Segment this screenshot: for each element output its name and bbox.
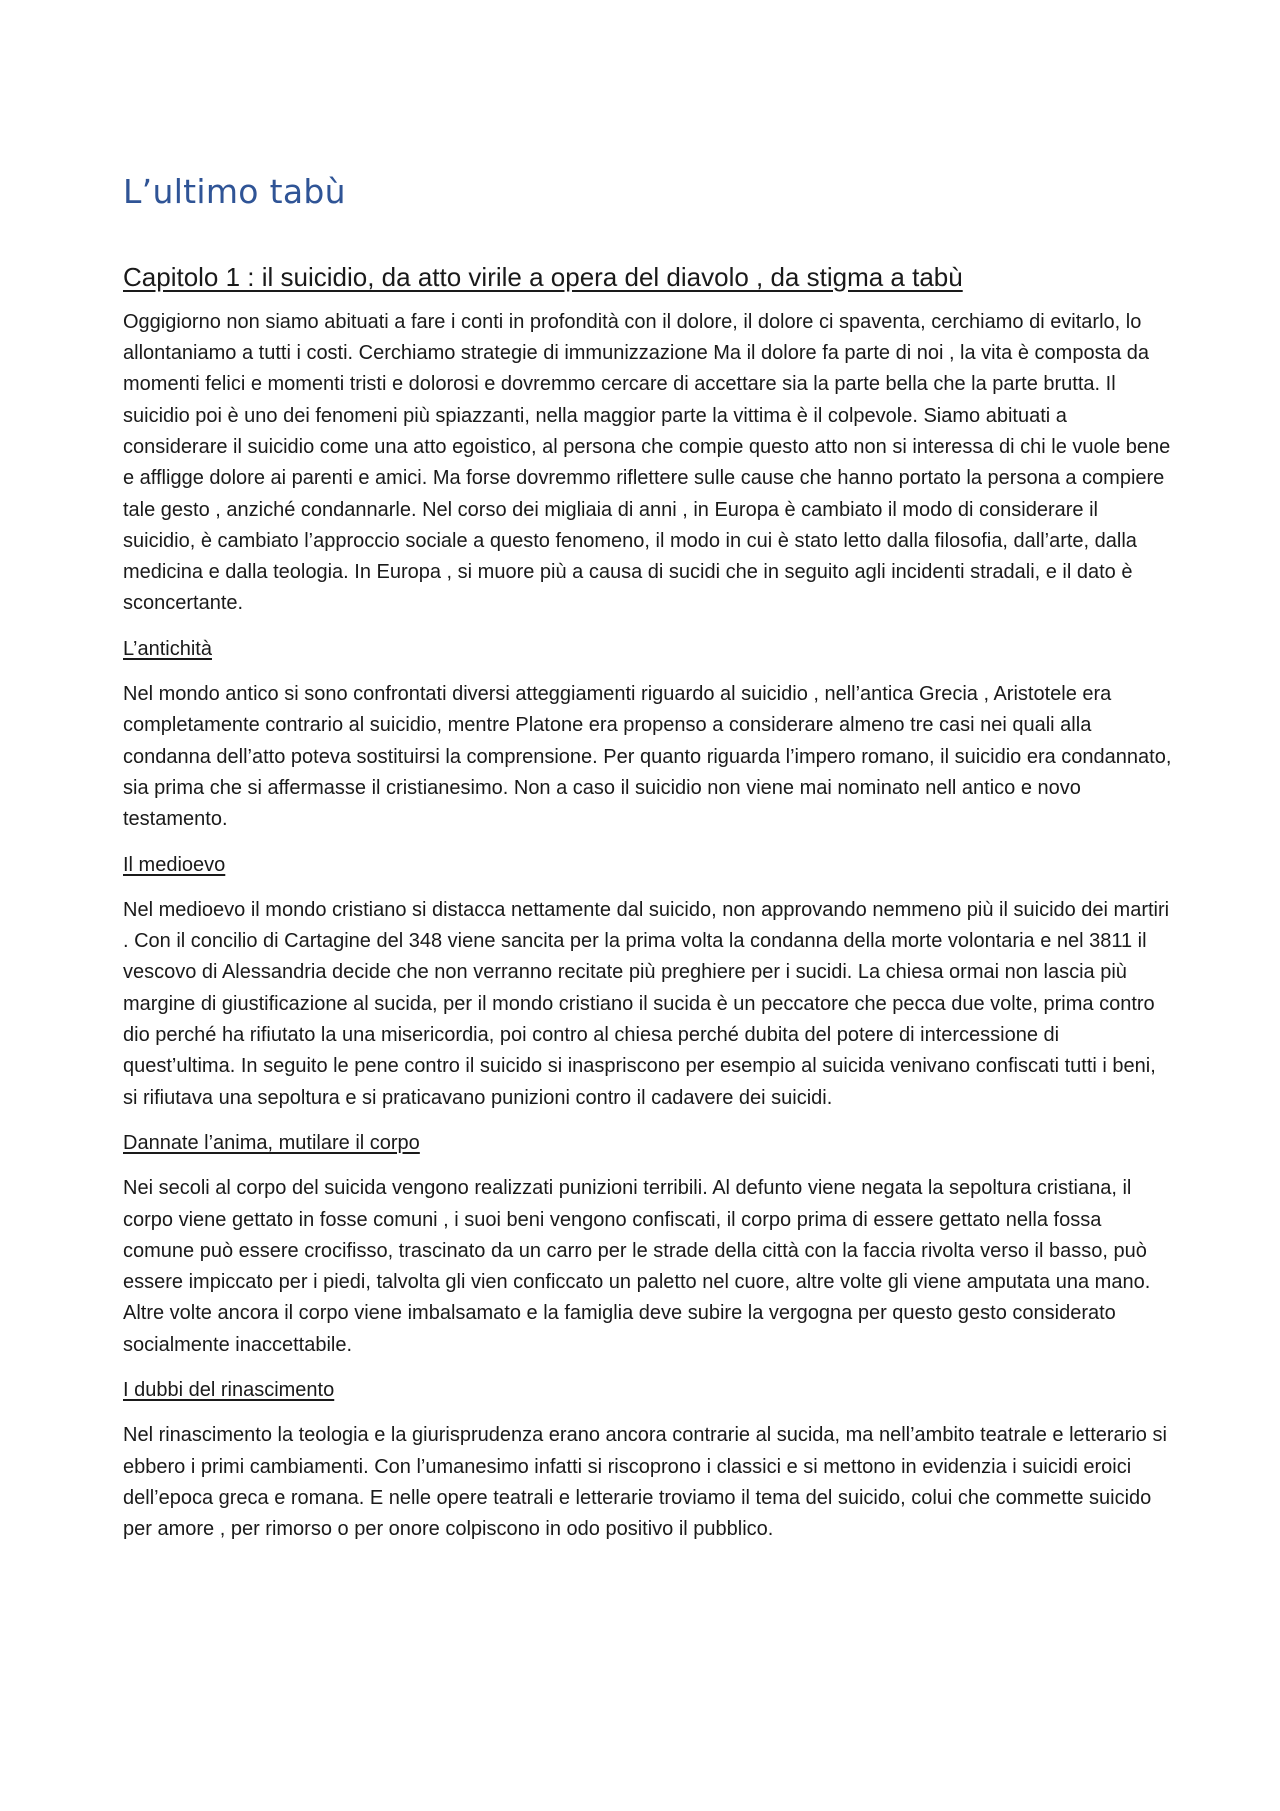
- section-medioevo: [123, 850, 1173, 1114]
- section-rinascimento: [123, 1375, 1173, 1545]
- chapter-title: Capitolo 1 : il suicidio, da atto virile a opera del diavolo , da stigma a tabù: [123, 261, 963, 292]
- section-heading: Dannate l’anima, mutilare il corpo: [123, 1131, 420, 1154]
- section-paragraph: Nel rinascimento la teologia e la giurisprudenza erano ancora contrarie al sucida, ma nell’ambito teatrale e letterario si ebbero i primi cambiamenti. Con l’umanesimo infatti si riscoprono i classici e si mettono in evidenzia i suicidi eroici dell’epoca greca e romana. E nelle opere teatrali e letterarie troviamo il tema del suicido, colui che commette suicido per amore , per rimorso o per onore colpiscono in odo positivo il pubblico.: [123, 1424, 1167, 1541]
- section-heading: Il medioevo: [123, 853, 226, 876]
- section-antichita: [123, 634, 1173, 836]
- section-paragraph: Nel medioevo il mondo cristiano si distacca nettamente dal suicido, non approvando nemmeno più il suicido dei martiri . Con il concilio di Cartagine del 348 viene sancita per la prima volta la condanna della morte volontaria e nel 3811 il vescovo di Alessandria decide che non verranno recitate più preghiere per i sucidi. La chiesa ormai non lascia più margine di giustificazione al sucida, per il mondo cristiano il sucida è un peccatore che pecca due volte, prima contro dio perché ha rifiutato la una misericordia, poi contro al chiesa perché dubita del potere di intercessione di quest’ultima. In seguito le pene contro il suicido si inaspriscono per esempio al suicida venivano confiscati tutti i beni, si rifiutava una sepoltura e si praticavano punizioni contro il cadavere dei suicidi.: [123, 898, 1170, 1109]
- section-paragraph: Nei secoli al corpo del suicida vengono realizzati punizioni terribili. Al defunto viene negata la sepoltura cristiana, il corpo viene gettato in fosse comuni , i suoi beni vengono confiscati, il corpo prima di essere gettato nella fossa comune può essere crocifisso, trascinato da un carro per le strade della città con la faccia rivolta verso il basso, può essere impiccato per i piedi, talvolta gli vien conficcato un paletto nel cuore, altre volte gli viene amputata una mano. Altre volte ancora il corpo viene imbalsamato e la famiglia deve subire la vergogna per questo gesto considerato socialmente inaccettabile.: [123, 1177, 1151, 1356]
- intro-paragraph: Oggigiorno non siamo abituati a fare i conti in profondità con il dolore, il dolore ci spaventa, cerchiamo di evitarlo, lo allontaniamo a tutti i costi. Cerchiamo strategie di immunizzazione Ma il dolore fa parte di noi , la vita è composta da momenti felici e momenti tristi e dolorosi e dovremmo cercare di accettare sia la parte bella che la parte brutta. Il suicidio poi è uno dei fenomeni più spiazzanti, nella maggior parte la vittima è il colpevole. Siamo abituati a considerare il suicidio come una atto egoistico, al persona che compie questo atto non si interessa di chi le vuole bene e affligge dolore ai parenti e amici. Ma forse dovremmo riflettere sulle cause che hanno portato la persona a compiere tale gesto , anziché condannarle. Nel corso dei migliaia di anni , in Europa è cambiato il modo di considerare il suicidio, è cambiato l’approccio sociale a questo fenomeno, il modo in cui è stato letto dalla filosofia, dall’arte, dalla medicina e dalla teologia. In Europa , si muore più a causa di sucidi che in seguito agli incidenti stradali, e il dato è sconcertante.: [123, 310, 1171, 615]
- section-heading: I dubbi del rinascimento: [123, 1378, 335, 1401]
- section-dannate-anima: [123, 1128, 1173, 1361]
- document-body: [123, 172, 1173, 1545]
- section-paragraph: Nel mondo antico si sono confrontati diversi atteggiamenti riguardo al suicidio , nell’antica Grecia , Aristotele era completamente contrario al suicidio, mentre Platone era propenso a considerare almeno tre casi nei quali alla condanna dell’atto poteva sostituirsi la comprensione. Per quanto riguarda l’impero romano, il suicidio era condannato, sia prima che si affermasse il cristianesimo. Non a caso il suicidio non viene mai nominato nell antico e novo testamento.: [123, 683, 1172, 831]
- section-heading: L’antichità: [123, 637, 212, 660]
- document-title: L’ultimo tabù: [123, 172, 346, 211]
